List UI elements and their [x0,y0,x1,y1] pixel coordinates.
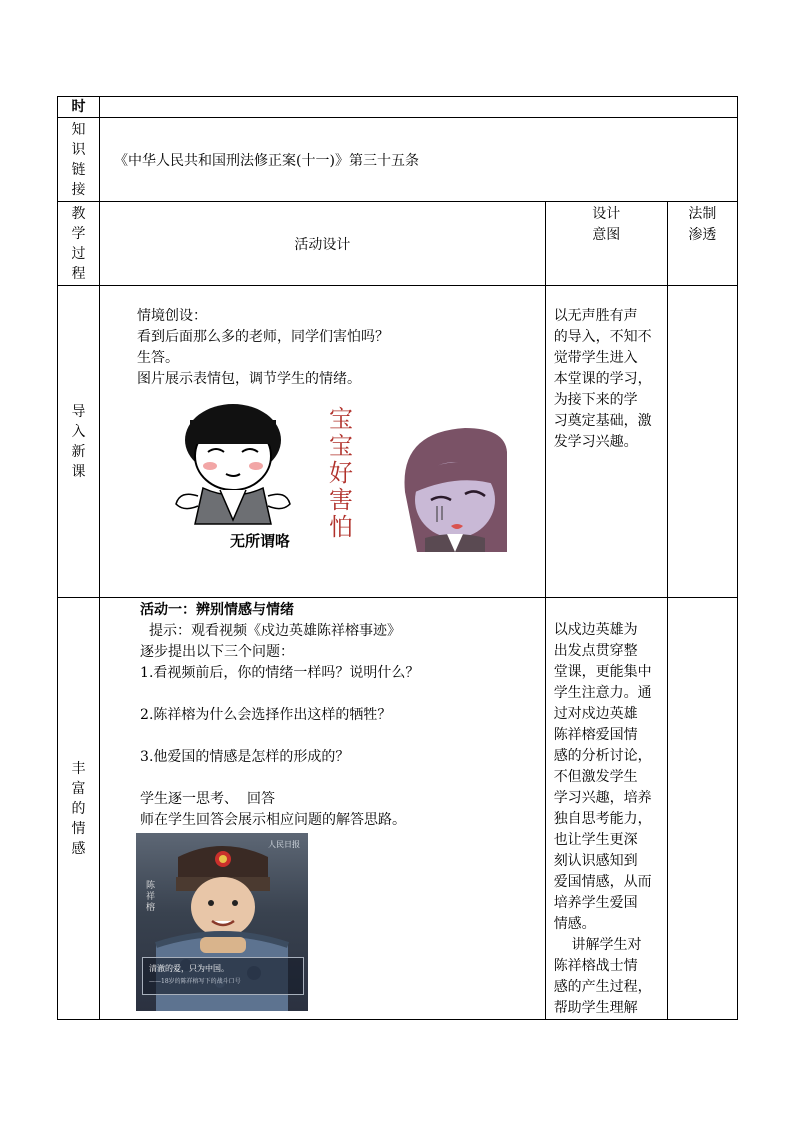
knowledge-row [58,118,738,202]
sticker-area [100,400,545,562]
poster-watermark: 人民日报 [268,840,301,849]
sticker-caption: 无所谓咯 [230,532,291,550]
law-infiltration-header: 法制 渗透 [667,202,737,286]
emotion-line: 2.陈祥榕为什么会选择作出这样的牺牲？ [140,707,392,723]
emotion-row [58,598,738,1020]
poster-quote-box [142,957,304,995]
lesson-plan-table [57,96,738,1020]
time-content [100,97,738,118]
scared-sticker-text: 宝 宝 好 害 怕 [329,405,354,541]
intro-line: 看到后面那么多的老师，同学们害怕吗？ [137,329,390,345]
intro-activity [100,286,546,598]
emotion-line: 学生逐一思考、 回答 [140,791,275,807]
emotion-line: 1.看视频前后，你的情绪一样吗？说明什么？ [140,665,420,681]
time-row [58,97,738,118]
intro-law [667,286,737,598]
intro-line: 图片展示表情包，调节学生的情绪。 [137,371,362,387]
emotion-line: 提示：观看视频《戍边英雄陈祥榕事迹》 [140,623,401,639]
knowledge-text: 《中华人民共和国刑法修正案(十一)》第三十五条 [114,152,419,169]
poster-quote-sub: ——18岁的陈祥榕写下的战斗口号 [149,978,241,985]
emotion-line: 逐步提出以下三个问题： [140,644,295,660]
emotion-line [140,726,545,747]
intro-line: 情境创设： [137,308,208,324]
emotion-law [667,598,737,1020]
poster-quote: 清澈的爱，只为中国。 [149,964,230,973]
emotion-line [140,684,545,705]
time-label: 时 [58,97,100,118]
emotion-activity [100,598,546,1020]
emotion-label: 丰 富 的 情 感 [58,598,100,1020]
intro-label: 导 入 新 课 [58,286,100,598]
emotion-intent: 以戍边英雄为 出发点贯穿整 堂课，更能集中 学生注意力。通 过对戍边英雄 陈祥榕爱国情 感的分析讨论， 不但激发学生 学习兴趣，培养 独自思考能力， 也让学生更深 刻认识感知到 爱国情感，从而 培养学生爱国 情感。 讲解学生对 陈祥榕战士情 感的产生过程， 帮助学生理解 [545,598,667,1020]
scared-sticker-image [395,422,507,552]
shrug-sticker-image [168,400,298,550]
intro-intent: 以无声胜有声 的导入，不知不 觉带学生进入 本堂课的学习， 为接下来的学 习奠定基础，激 发学习兴趣。 [545,286,667,598]
knowledge-content [100,118,738,202]
emotion-line: 师在学生回答会展示相应问题的解答思路。 [140,812,407,828]
poster-name: 陈祥榕 [146,881,156,913]
intro-row [58,286,738,598]
activity-design-header: 活动设计 [100,202,546,286]
header-row [58,202,738,286]
emotion-line [140,768,545,789]
activity-title: 活动一：辨别情感与情绪 [140,602,295,618]
process-label: 教 学 过 程 [58,202,100,286]
knowledge-label: 知 识 链 接 [58,118,100,202]
intro-line: 生答。 [137,350,180,366]
design-intent-header: 设计 意图 [545,202,667,286]
hero-poster-image [136,833,308,1011]
emotion-line: 3.他爱国的情感是怎样的形成的？ [140,749,350,765]
